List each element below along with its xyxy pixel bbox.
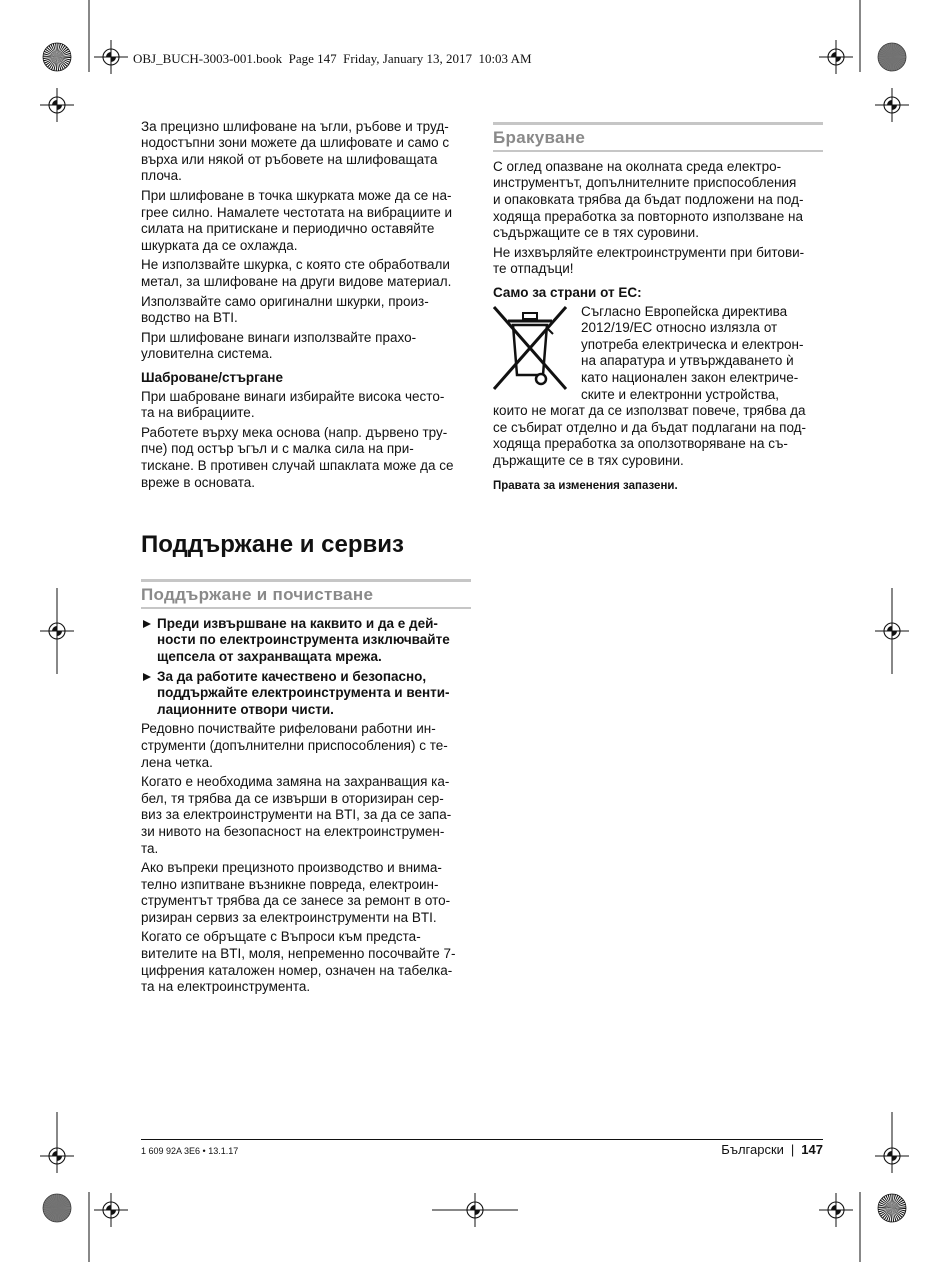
paragraph: При шаброване винаги избирайте висока често- та на вибрациите.: [141, 388, 445, 421]
print-header: OBJ_BUCH-3003-001.book Page 147 Friday, January 13, 2017 10:03 AM: [133, 51, 532, 66]
arrow-right-icon: [143, 673, 151, 681]
section-title: Поддържане и сервиз: [141, 531, 404, 558]
registration-mark-bottom-left: [94, 1193, 128, 1227]
maintenance-section: [141, 579, 471, 999]
left-column-top: [141, 119, 471, 494]
footer-language: Български: [721, 1142, 784, 1157]
footer-rule: [141, 1139, 823, 1140]
paragraph: Не използвайте шкурка, с която сте обработвали метал, за шлифоване на други видове материал.: [141, 257, 452, 290]
page-number: 147: [801, 1142, 823, 1157]
footer-separator: |: [790, 1142, 795, 1157]
gray-disc-mark-top-right: [878, 43, 906, 71]
registration-mark-bottom-right: [819, 1193, 853, 1227]
warning-bullet-text: За да работите качествено и безопасно, поддържайте електроинструмента и венти- лационните отвори чисти.: [157, 668, 450, 717]
eu-directive-paragraph: Съгласно Европейска директива 2012/19/ЕС относно излязла от употреба електрическа и електрон- на апаратура и утвърждаването ѝ като национален закон електриче- ските и електронни устройства, които не могат да се използват повече, трябва да се събират отделно и да бъдат подлагани на под- ходяща преработка за оползотворяване на съ- държащите се в тях суровини.: [493, 303, 807, 468]
registration-mark-top-right: [819, 40, 853, 74]
paragraph: При шлифоване в точка шкурката може да се на- грее силно. Намалете честотата на вибрациите и силата на притискане и периодично оставяйте шкурката да се охлажда.: [141, 188, 452, 253]
warning-bullet: [141, 616, 471, 666]
warning-bullet: [141, 669, 471, 719]
paragraph: Редовно почиствайте рифеловани работни ин- струменти (допълнителни приспособления) с те- лена четка.: [141, 721, 448, 770]
footer-document-code: 1 609 92A 3E6 • 13.1.17: [141, 1146, 239, 1156]
eu-heading: Само за страни от ЕС:: [493, 284, 642, 300]
paragraph: За прецизно шлифоване на ъгли, ръбове и труд- нодостъпни зони можете да шлифовате и само с върха или някой от ръбовете на шлифоващата плоча.: [141, 118, 450, 184]
paragraph: Не изхвърляйте електроинструменти при битови- те отпадъци!: [493, 244, 805, 277]
starburst-mark-top-left: [43, 43, 71, 71]
registration-mark-right-upper: [875, 88, 909, 122]
paragraph: При шлифоване винаги използвайте прахо- уловителна система.: [141, 329, 417, 362]
paragraph: Когато се обръщате с Въпроси към предста- вителите на BTI, моля, непременно посочвайте 7- цифрения каталожен номер, означен на табелка- та на електроинструмента.: [141, 929, 456, 995]
paragraph: Когато е необходима замяна на захранващия ка- бел, тя трябва да се извърши в оторизиран сер- виз за електроинструменти на BTI, за да се запа- зи нивото на безопасност на електроинструмен- та.: [141, 774, 452, 856]
subsection-title: Поддържане и почистване: [141, 579, 471, 609]
rights-reserved-note: Правата за изменения запазени.: [493, 480, 678, 493]
paragraph: Използвайте само оригинални шкурки, произ- водство на BTI.: [141, 293, 429, 326]
crossed-out-wheelie-bin-icon: [493, 304, 567, 400]
gray-disc-mark-bottom-left: [43, 1194, 71, 1222]
scraping-subheading: Шаброване/стъргане: [141, 370, 283, 385]
registration-mark-top-left: [94, 40, 128, 74]
disposal-title: Бракуване: [493, 122, 823, 152]
disposal-section: [493, 122, 823, 493]
warning-bullet-text: Преди извършване на каквито и да е дей- ности по електроинструмента изключвайте щепсела от захранващата мрежа.: [157, 615, 450, 664]
paragraph: С оглед опазване на околната среда електро- инструментът, допълнителните приспособления и опаковката трябва да бъдат подложени на под- ходяща преработка за повторното използване на съдържащите се в тях суровини.: [493, 158, 804, 241]
footer-page-info: [721, 1142, 823, 1158]
paragraph: Работете върху мека основа (напр. дървено тру- пче) под остър ъгъл и с малка сила на при- тискане. В противен случай шпаклата може да се вреже в основата.: [141, 424, 454, 490]
starburst-mark-bottom-right: [878, 1194, 906, 1222]
registration-mark-left-upper: [40, 88, 74, 122]
paragraph: Ако въпреки прецизното производство и внима- телно изпитване възникне повреда, електроин- струментът трябва да се занесе за ремонт в ото- ризиран сервиз за електроинструменти на BTI.: [141, 860, 451, 925]
arrow-right-icon: [143, 620, 151, 628]
